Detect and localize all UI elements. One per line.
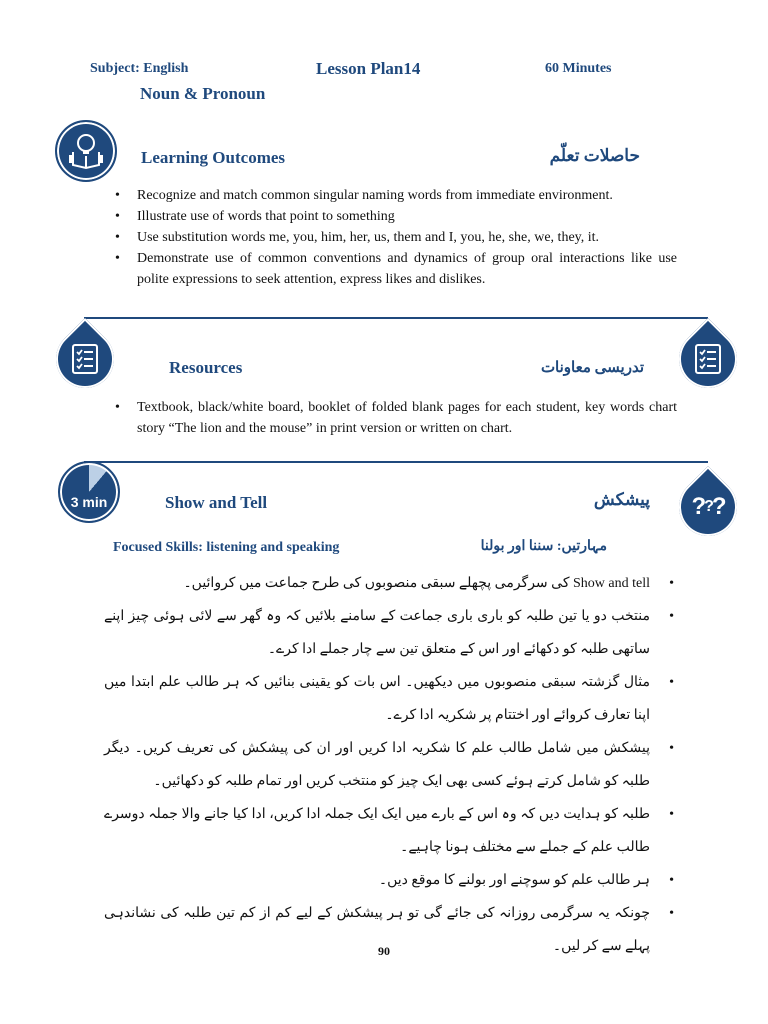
list-item: • مثال گزشتہ سبقی منصوبوں میں دیکھیں۔ اس بات کو یقینی بنائیں کہ ہر طالب علم ابتدا میں اپنا تعارف کروائے اور اختتام پر شکریہ ادا کرے۔ <box>104 666 678 732</box>
list-item: • Show and tell کی سرگرمی پچھلے سبقی منصوبوں کی طرح جماعت میں کروائیں۔ <box>104 567 678 600</box>
checklist-icon <box>667 318 749 400</box>
page-number: 90 <box>378 944 390 958</box>
list-item: • چونکہ یہ سرگرمی روزانہ کی جائے گی تو ہر پیشکش کے لیے کم از کم تین طلبہ کی نشاندہی پہلے سے کر لیں۔ <box>104 897 678 963</box>
list-item: • طلبہ کو ہدایت دیں کہ وہ اس کے بارے میں ایک ایک جملہ ادا کریں، ادا کیا جانے والا جملہ دوسرے طالب علم کے جملے سے مختلف ہونا چاہیے۔ <box>104 798 678 864</box>
list-item: • Use substitution words me, you, him, her, us, them and I, you, he, she, we, they, it. <box>112 227 677 248</box>
resources-title: Resources <box>169 358 243 377</box>
list-item: • Textbook, black/white board, booklet of folded blank pages for each student, key words chart story “The lion and the mouse” in print version or written on chart. <box>112 397 677 439</box>
question-icon: ? ? ? <box>667 466 749 548</box>
resources-list <box>112 397 677 439</box>
resources-title-urdu: تدریسی معاونات <box>540 360 644 376</box>
duration-label: 60 Minutes <box>545 61 612 76</box>
subject-label: Subject: English <box>90 61 189 76</box>
topic-title: Noun & Pronoun <box>140 84 266 103</box>
checklist-icon <box>44 318 126 400</box>
show-and-tell-list <box>104 567 678 963</box>
learning-outcomes-list <box>112 185 677 290</box>
list-item: • ہر طالب علم کو سوچنے اور بولنے کا موقع دیں۔ <box>104 864 678 897</box>
list-item: • Illustrate use of words that point to something <box>112 206 677 227</box>
section-divider <box>84 317 708 319</box>
learning-outcomes-title-urdu: حاصلات تعلّم <box>549 146 640 165</box>
list-item: • Demonstrate use of common conventions and dynamics of group oral interactions like use polite expressions to seek attention, express likes and dislikes. <box>112 248 677 290</box>
focused-skills: Focused Skills: listening and speaking <box>113 540 340 555</box>
section-divider <box>84 461 708 463</box>
list-item: • منتخب دو یا تین طلبہ کو باری باری جماعت کے سامنے بلائیں کہ وہ گھر سے لائی ہوئی چیز اپنے ساتھی طلبہ کو دکھائے اور اس کے متعلق تین سے چار جملے ادا کرے۔ <box>104 600 678 666</box>
lesson-title: Lesson Plan14 <box>316 59 421 78</box>
learning-outcomes-title: Learning Outcomes <box>141 148 286 167</box>
show-and-tell-title: Show and Tell <box>165 493 268 512</box>
list-item: • پیشکش میں شامل طالب علم کا شکریہ ادا کریں اور ان کی پیشکش کی تعریف کریں۔ دیگر طلبہ کو شامل کرتے ہوئے کسی بھی ایک چیز کو منتخب کریں اور تمام طلبہ کو دکھائیں۔ <box>104 732 678 798</box>
time-badge: 3 min <box>70 494 108 510</box>
list-item: • Recognize and match common singular naming words from immediate environment. <box>112 185 677 206</box>
learning-outcomes-icon <box>55 120 117 182</box>
focused-skills-urdu: مہارتیں: سننا اور بولنا <box>480 539 607 554</box>
show-and-tell-title-urdu: پیشکش <box>593 490 650 509</box>
timer-icon <box>58 461 120 523</box>
